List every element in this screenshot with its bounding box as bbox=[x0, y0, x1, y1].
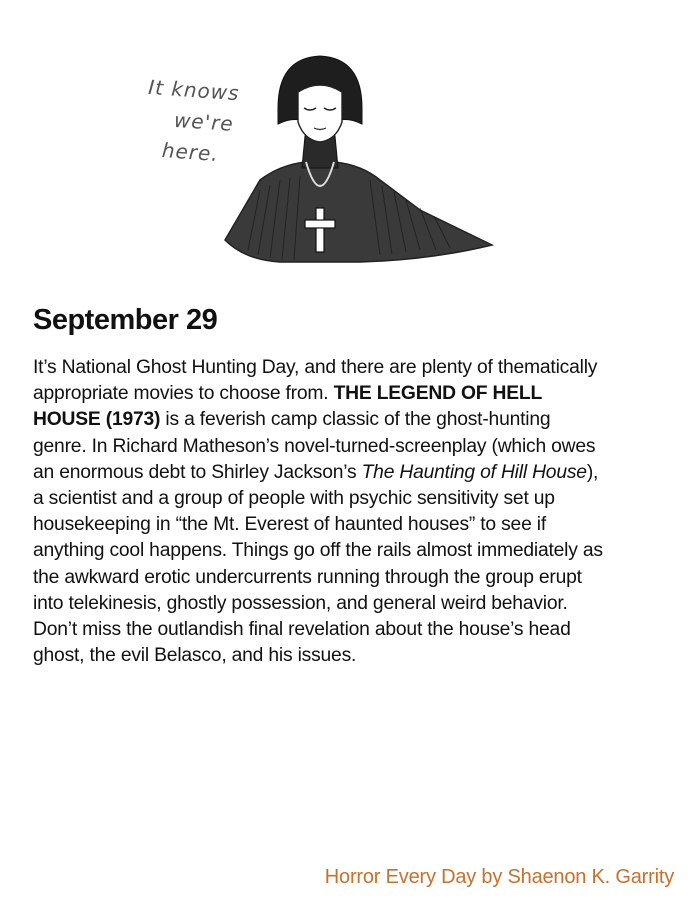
book-title: The Haunting of Hill House bbox=[361, 461, 587, 483]
caption-line-1: It knows bbox=[147, 74, 241, 106]
caption-line-3: here. bbox=[161, 138, 220, 167]
entry-text-1: It’s National Ghost Hunting Day, and there are plenty of thematically appropriate movies to choose from. bbox=[33, 357, 598, 405]
caption-line-2: we're bbox=[173, 107, 235, 136]
entry-date: September 29 bbox=[33, 304, 218, 336]
priest-illustration bbox=[130, 40, 510, 280]
film-title: THE LEGEND OF HELL HOUSE (1973) bbox=[33, 383, 542, 431]
face bbox=[298, 85, 342, 142]
author-credit: Horror Every Day by Shaenon K. Garrity bbox=[324, 866, 674, 888]
entry-text-2: is a feverish camp classic of the ghost-hunting genre. In Richard Matheson’s novel-turned-screenplay (which owes an enormous debt to Shirley Jackson’s bbox=[33, 409, 596, 483]
entry-text-3: ), a scientist and a group of people with psychic sensitivity set up housekeeping in “the Mt. Everest of haunted houses” to see if anything cool happens. Things go off the rails almost immediately as the awkward erotic undercurrents running through the group erupt into telekinesis, ghostly possession, and general weird behavior. Don’t miss the outlandish final revelation about the house’s head ghost, the evil Belasco, and his issues. bbox=[33, 461, 603, 667]
entry-body bbox=[33, 355, 603, 669]
